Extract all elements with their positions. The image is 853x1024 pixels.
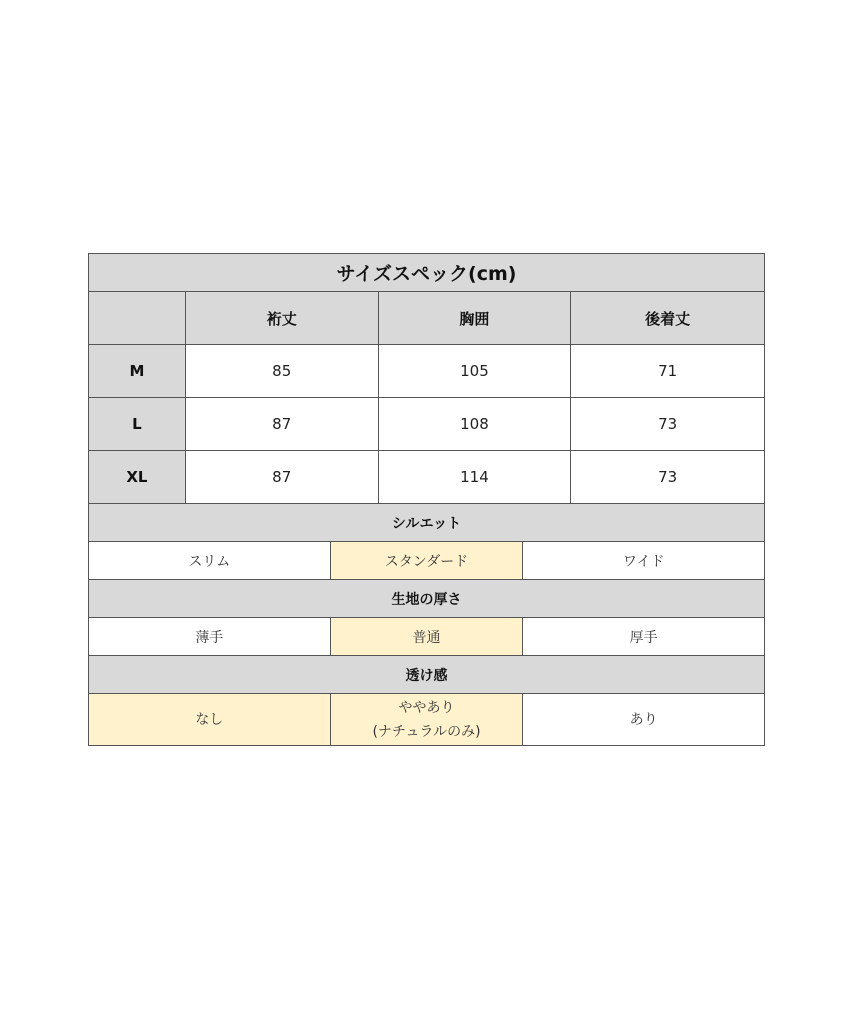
column-header-empty: [89, 292, 186, 345]
column-header-kyoi: 胸囲: [379, 292, 572, 345]
title-row: [89, 254, 765, 292]
column-header-kitake: 後着丈: [571, 292, 765, 345]
table-row: [89, 398, 765, 451]
kitake-value: 73: [571, 451, 765, 504]
kyoi-value: 105: [379, 345, 572, 398]
transparency-option-slight-selected: [331, 694, 524, 746]
size-label: L: [89, 398, 186, 451]
thickness-heading: 生地の厚さ: [89, 580, 765, 618]
size-label: M: [89, 345, 186, 398]
column-header-row: [89, 292, 765, 345]
kitake-value: 71: [571, 345, 765, 398]
table-row: [89, 451, 765, 504]
column-header-yuki: 裄丈: [186, 292, 379, 345]
transparency-option-label: あり: [629, 711, 658, 728]
size-spec-table: [88, 253, 765, 746]
yuki-value: 87: [186, 451, 379, 504]
transparency-heading: 透け感: [89, 656, 765, 694]
kyoi-value: 114: [379, 451, 572, 504]
transparency-option-label: ややあり: [398, 699, 455, 716]
kyoi-value: 108: [379, 398, 572, 451]
table-row: [89, 345, 765, 398]
silhouette-options-row: [89, 542, 765, 580]
thickness-options-row: [89, 618, 765, 656]
kitake-value: 73: [571, 398, 765, 451]
transparency-header-row: [89, 656, 765, 694]
silhouette-option-slim: スリム: [89, 542, 331, 580]
size-label: XL: [89, 451, 186, 504]
thickness-option-thin: 薄手: [89, 618, 331, 656]
transparency-option-note: (ナチュラルのみ): [372, 723, 481, 740]
transparency-options-row: [89, 694, 765, 746]
yuki-value: 87: [186, 398, 379, 451]
yuki-value: 85: [186, 345, 379, 398]
thickness-header-row: [89, 580, 765, 618]
table-title: サイズスペック(cm): [89, 254, 765, 292]
transparency-option-label: なし: [195, 711, 224, 728]
transparency-option-yes: [523, 694, 765, 746]
silhouette-header-row: [89, 504, 765, 542]
transparency-option-none-selected: [89, 694, 331, 746]
thickness-option-thick: 厚手: [523, 618, 765, 656]
silhouette-option-wide: ワイド: [523, 542, 765, 580]
thickness-option-normal-selected: 普通: [331, 618, 524, 656]
silhouette-heading: シルエット: [89, 504, 765, 542]
silhouette-option-standard-selected: スタンダード: [331, 542, 524, 580]
